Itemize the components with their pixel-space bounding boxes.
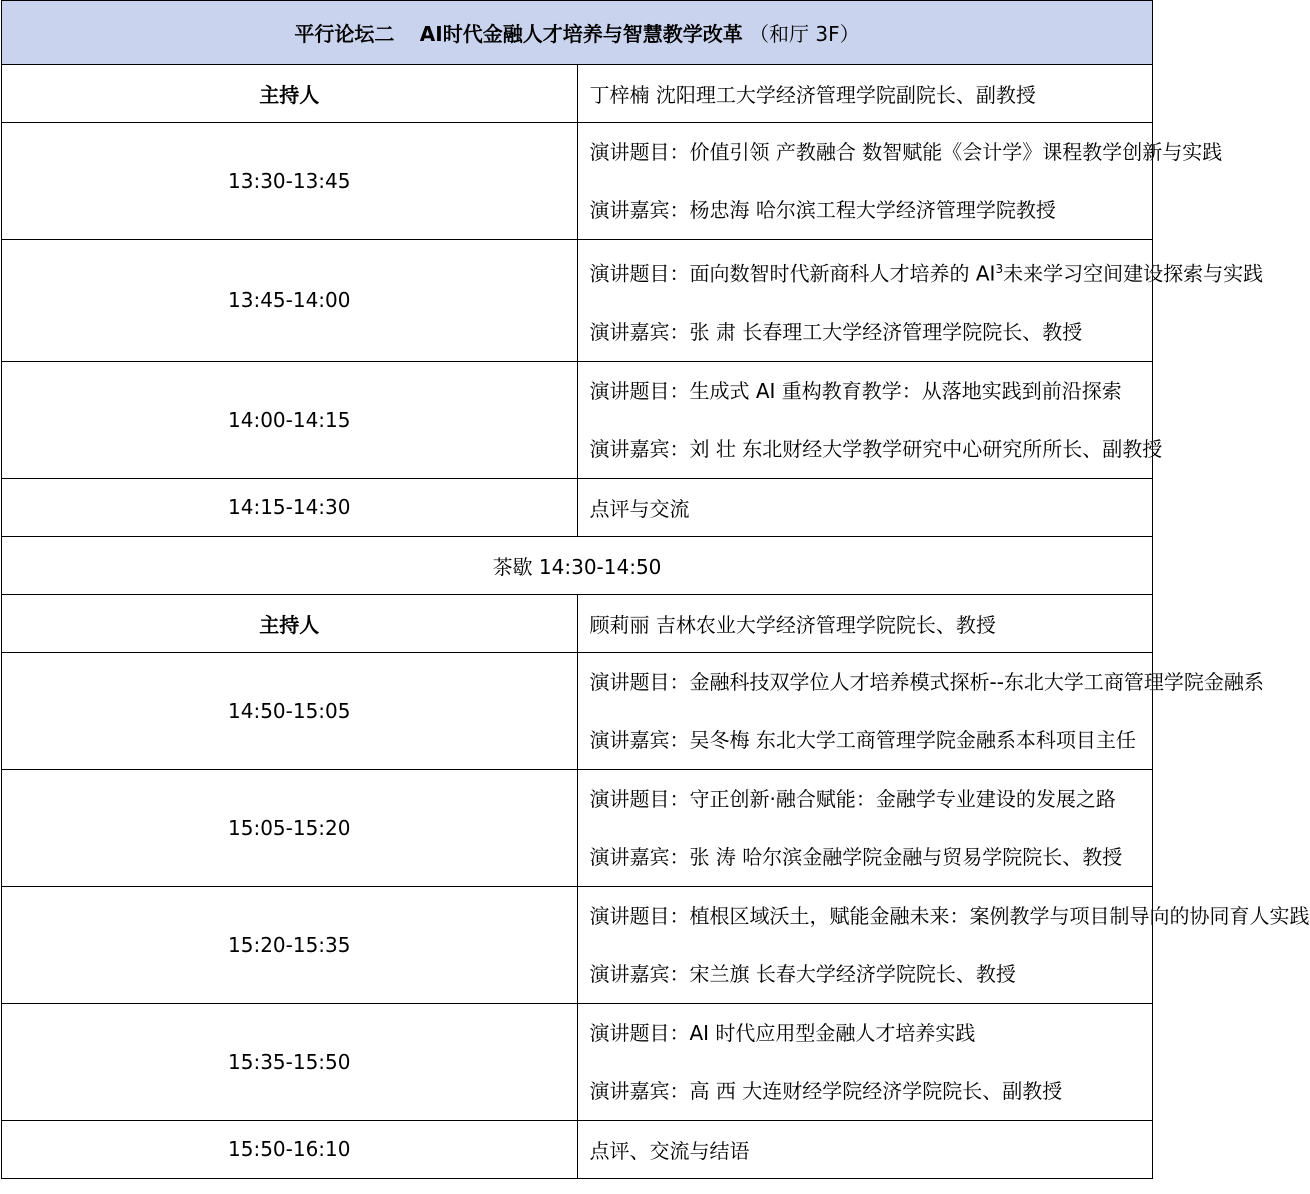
talk-details (577, 769, 1153, 886)
talk-time: 15:20-15:35 (2, 886, 578, 1003)
host-label: 主持人 (2, 594, 578, 652)
host-row-2 (2, 594, 1153, 652)
review-text: 点评与交流 (577, 478, 1153, 536)
talk-details (577, 652, 1264, 769)
talk-row (2, 361, 1153, 478)
host-label: 主持人 (2, 65, 578, 123)
talk-speaker: 演讲嘉宾：吴冬梅 东北大学工商管理学院金融系本科项目主任 (589, 727, 1136, 752)
talk-topic: 演讲题目：AI 时代应用型金融人才培养实践 (589, 1020, 976, 1045)
closing-time: 15:50-16:10 (2, 1120, 578, 1178)
forum-name: 平行论坛二 (294, 22, 395, 46)
talk-speaker: 演讲嘉宾：高 西 大连财经学院经济学院院长、副教授 (589, 1078, 1063, 1103)
review-time: 14:15-14:30 (2, 478, 578, 536)
talk-topic (589, 240, 1264, 303)
talk-time: 15:35-15:50 (2, 1003, 578, 1120)
forum-venue: （和厅 3F） (749, 22, 860, 46)
talk-row (2, 769, 1153, 886)
forum-title (2, 1, 1153, 65)
talk-details (577, 886, 1310, 1003)
talk-time: 13:45-14:00 (2, 240, 578, 362)
host-name: 丁梓楠 沈阳理工大学经济管理学院副院长、副教授 (577, 65, 1153, 123)
tea-break: 茶歇 14:30-14:50 (2, 536, 1153, 594)
forum-topic: AI时代金融人才培养与智慧教学改革 (419, 22, 743, 46)
talk-details (577, 1003, 1153, 1120)
topic-part: 未来学习空间建设探索与实践 (1003, 261, 1264, 286)
talk-topic: 演讲题目：植根区域沃土，赋能金融未来：案例教学与项目制导向的协同育人实践 (589, 903, 1310, 928)
talk-speaker: 演讲嘉宾：杨忠海 哈尔滨工程大学经济管理学院教授 (589, 198, 1056, 222)
header-row (2, 1, 1153, 65)
talk-row (2, 240, 1153, 362)
talk-row (2, 886, 1153, 1003)
talk-topic: 演讲题目：金融科技双学位人才培养模式探析--东北大学工商管理学院金融系 (589, 669, 1264, 694)
talk-speaker: 演讲嘉宾：刘 壮 东北财经大学教学研究中心研究所所长、副教授 (589, 436, 1163, 461)
talk-time: 14:50-15:05 (2, 652, 578, 769)
talk-topic: 演讲题目：生成式 AI 重构教育教学：从落地实践到前沿探索 (589, 378, 1122, 403)
tea-break-row (2, 536, 1153, 594)
talk-topic: 演讲题目：价值引领 产教融合 数智赋能《会计学》课程教学创新与实践 (589, 140, 1223, 164)
host-row-1 (2, 65, 1153, 123)
talk-topic: 演讲题目：守正创新·融合赋能：金融学专业建设的发展之路 (589, 786, 1116, 811)
host-name: 顾莉丽 吉林农业大学经济管理学院院长、教授 (577, 594, 1153, 652)
topic-superscript: 3 (995, 262, 1004, 276)
talk-time: 15:05-15:20 (2, 769, 578, 886)
closing-row (2, 1120, 1153, 1178)
talk-row (2, 652, 1153, 769)
talk-time: 13:30-13:45 (2, 123, 578, 240)
talk-speaker: 演讲嘉宾：张 涛 哈尔滨金融学院金融与贸易学院院长、教授 (589, 844, 1123, 869)
talk-speaker: 演讲嘉宾：张 肃 长春理工大学经济管理学院院长、教授 (589, 319, 1083, 344)
talk-row (2, 1003, 1153, 1120)
talk-details (577, 240, 1264, 362)
review-row (2, 478, 1153, 536)
talk-time: 14:00-14:15 (2, 361, 578, 478)
topic-part: 演讲题目：面向数智时代新商科人才培养的 AI (589, 261, 996, 286)
talk-speaker: 演讲嘉宾：宋兰旗 长春大学经济学院院长、教授 (589, 961, 1016, 986)
talk-details (577, 361, 1163, 478)
talk-details (577, 123, 1223, 240)
closing-text: 点评、交流与结语 (577, 1120, 1153, 1178)
agenda-table (1, 0, 1310, 1179)
talk-row (2, 123, 1153, 240)
